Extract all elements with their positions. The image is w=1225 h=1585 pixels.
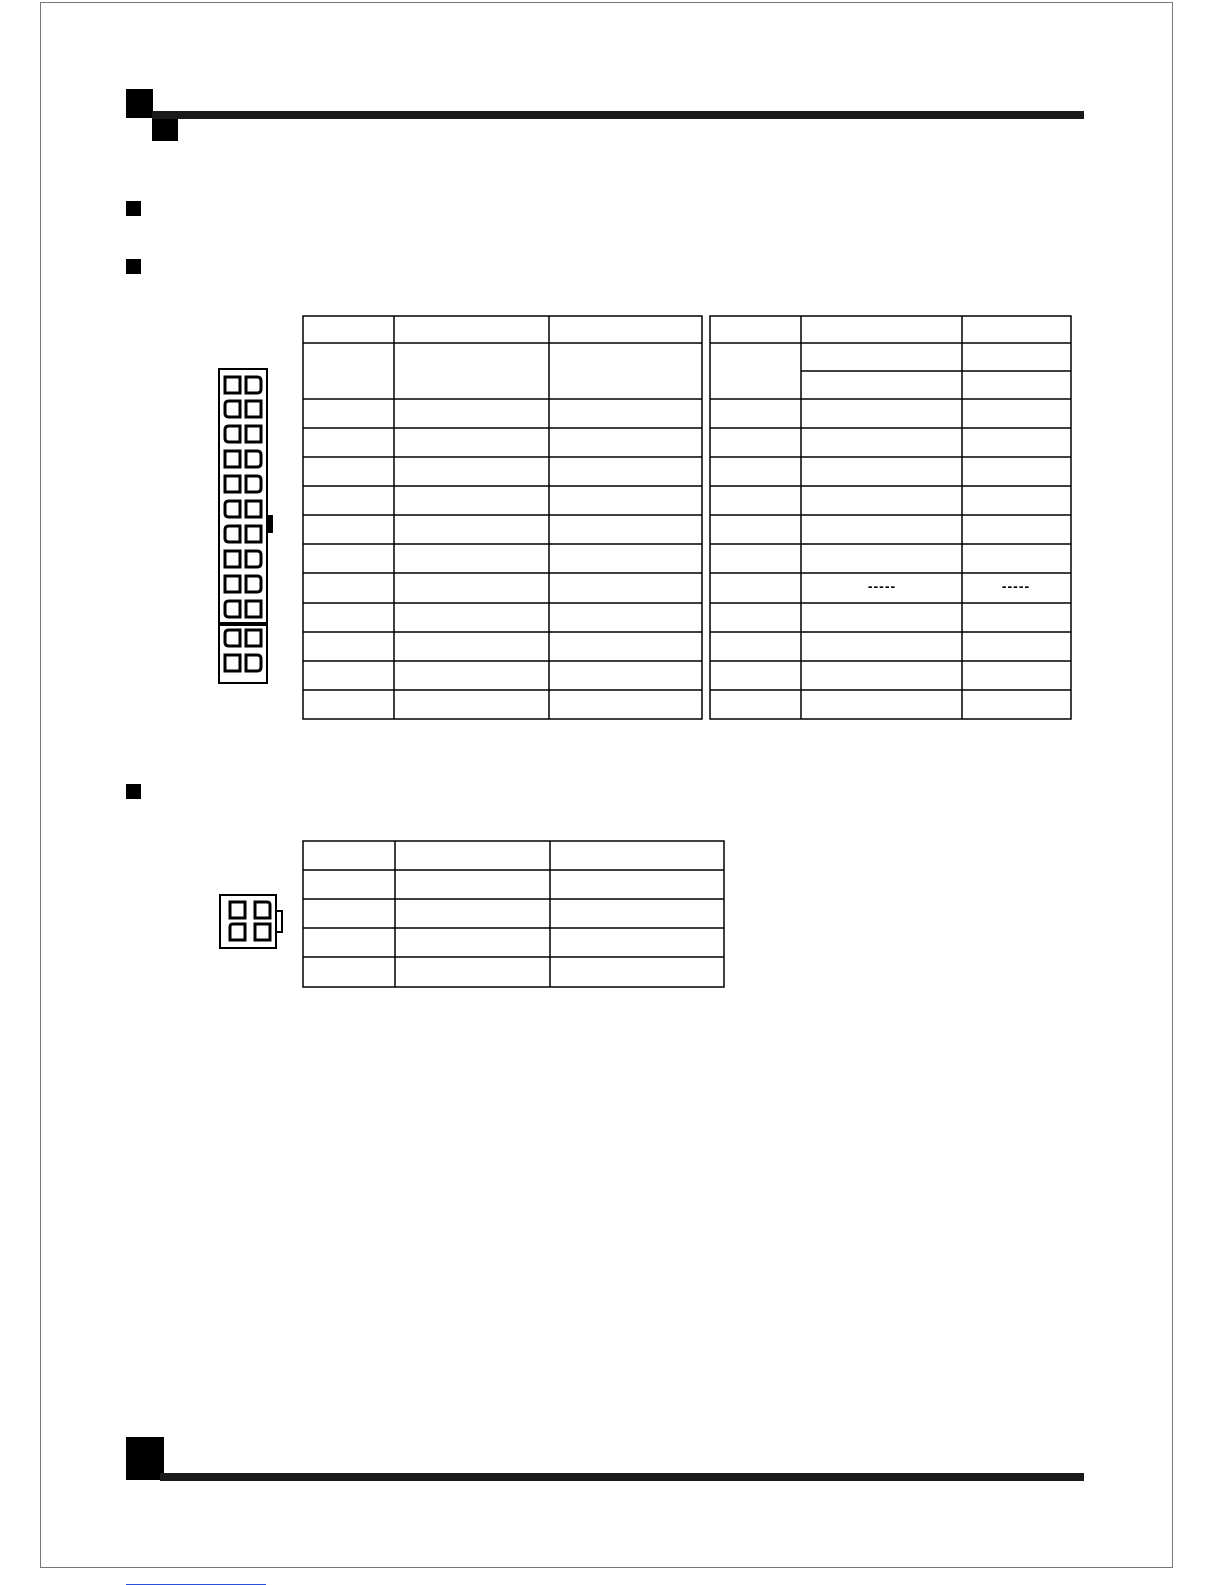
empty-cell-placeholder: -----	[867, 578, 897, 594]
empty-cell-placeholder: -----	[1001, 578, 1031, 594]
aux-4pin-table	[302, 840, 726, 989]
atx-4pin-connector-icon	[217, 892, 289, 952]
header-rule	[152, 111, 1084, 119]
section-bullet	[126, 201, 141, 216]
main-table-right	[709, 315, 1073, 721]
footer-rule	[160, 1473, 1084, 1481]
header-block-large	[126, 89, 153, 118]
footer-block	[126, 1437, 164, 1480]
page-frame	[40, 2, 1173, 1568]
section-bullet	[126, 784, 141, 799]
atx-24pin-connector-icon	[215, 366, 277, 686]
section-bullet	[126, 259, 141, 274]
main-table-left	[302, 315, 704, 721]
